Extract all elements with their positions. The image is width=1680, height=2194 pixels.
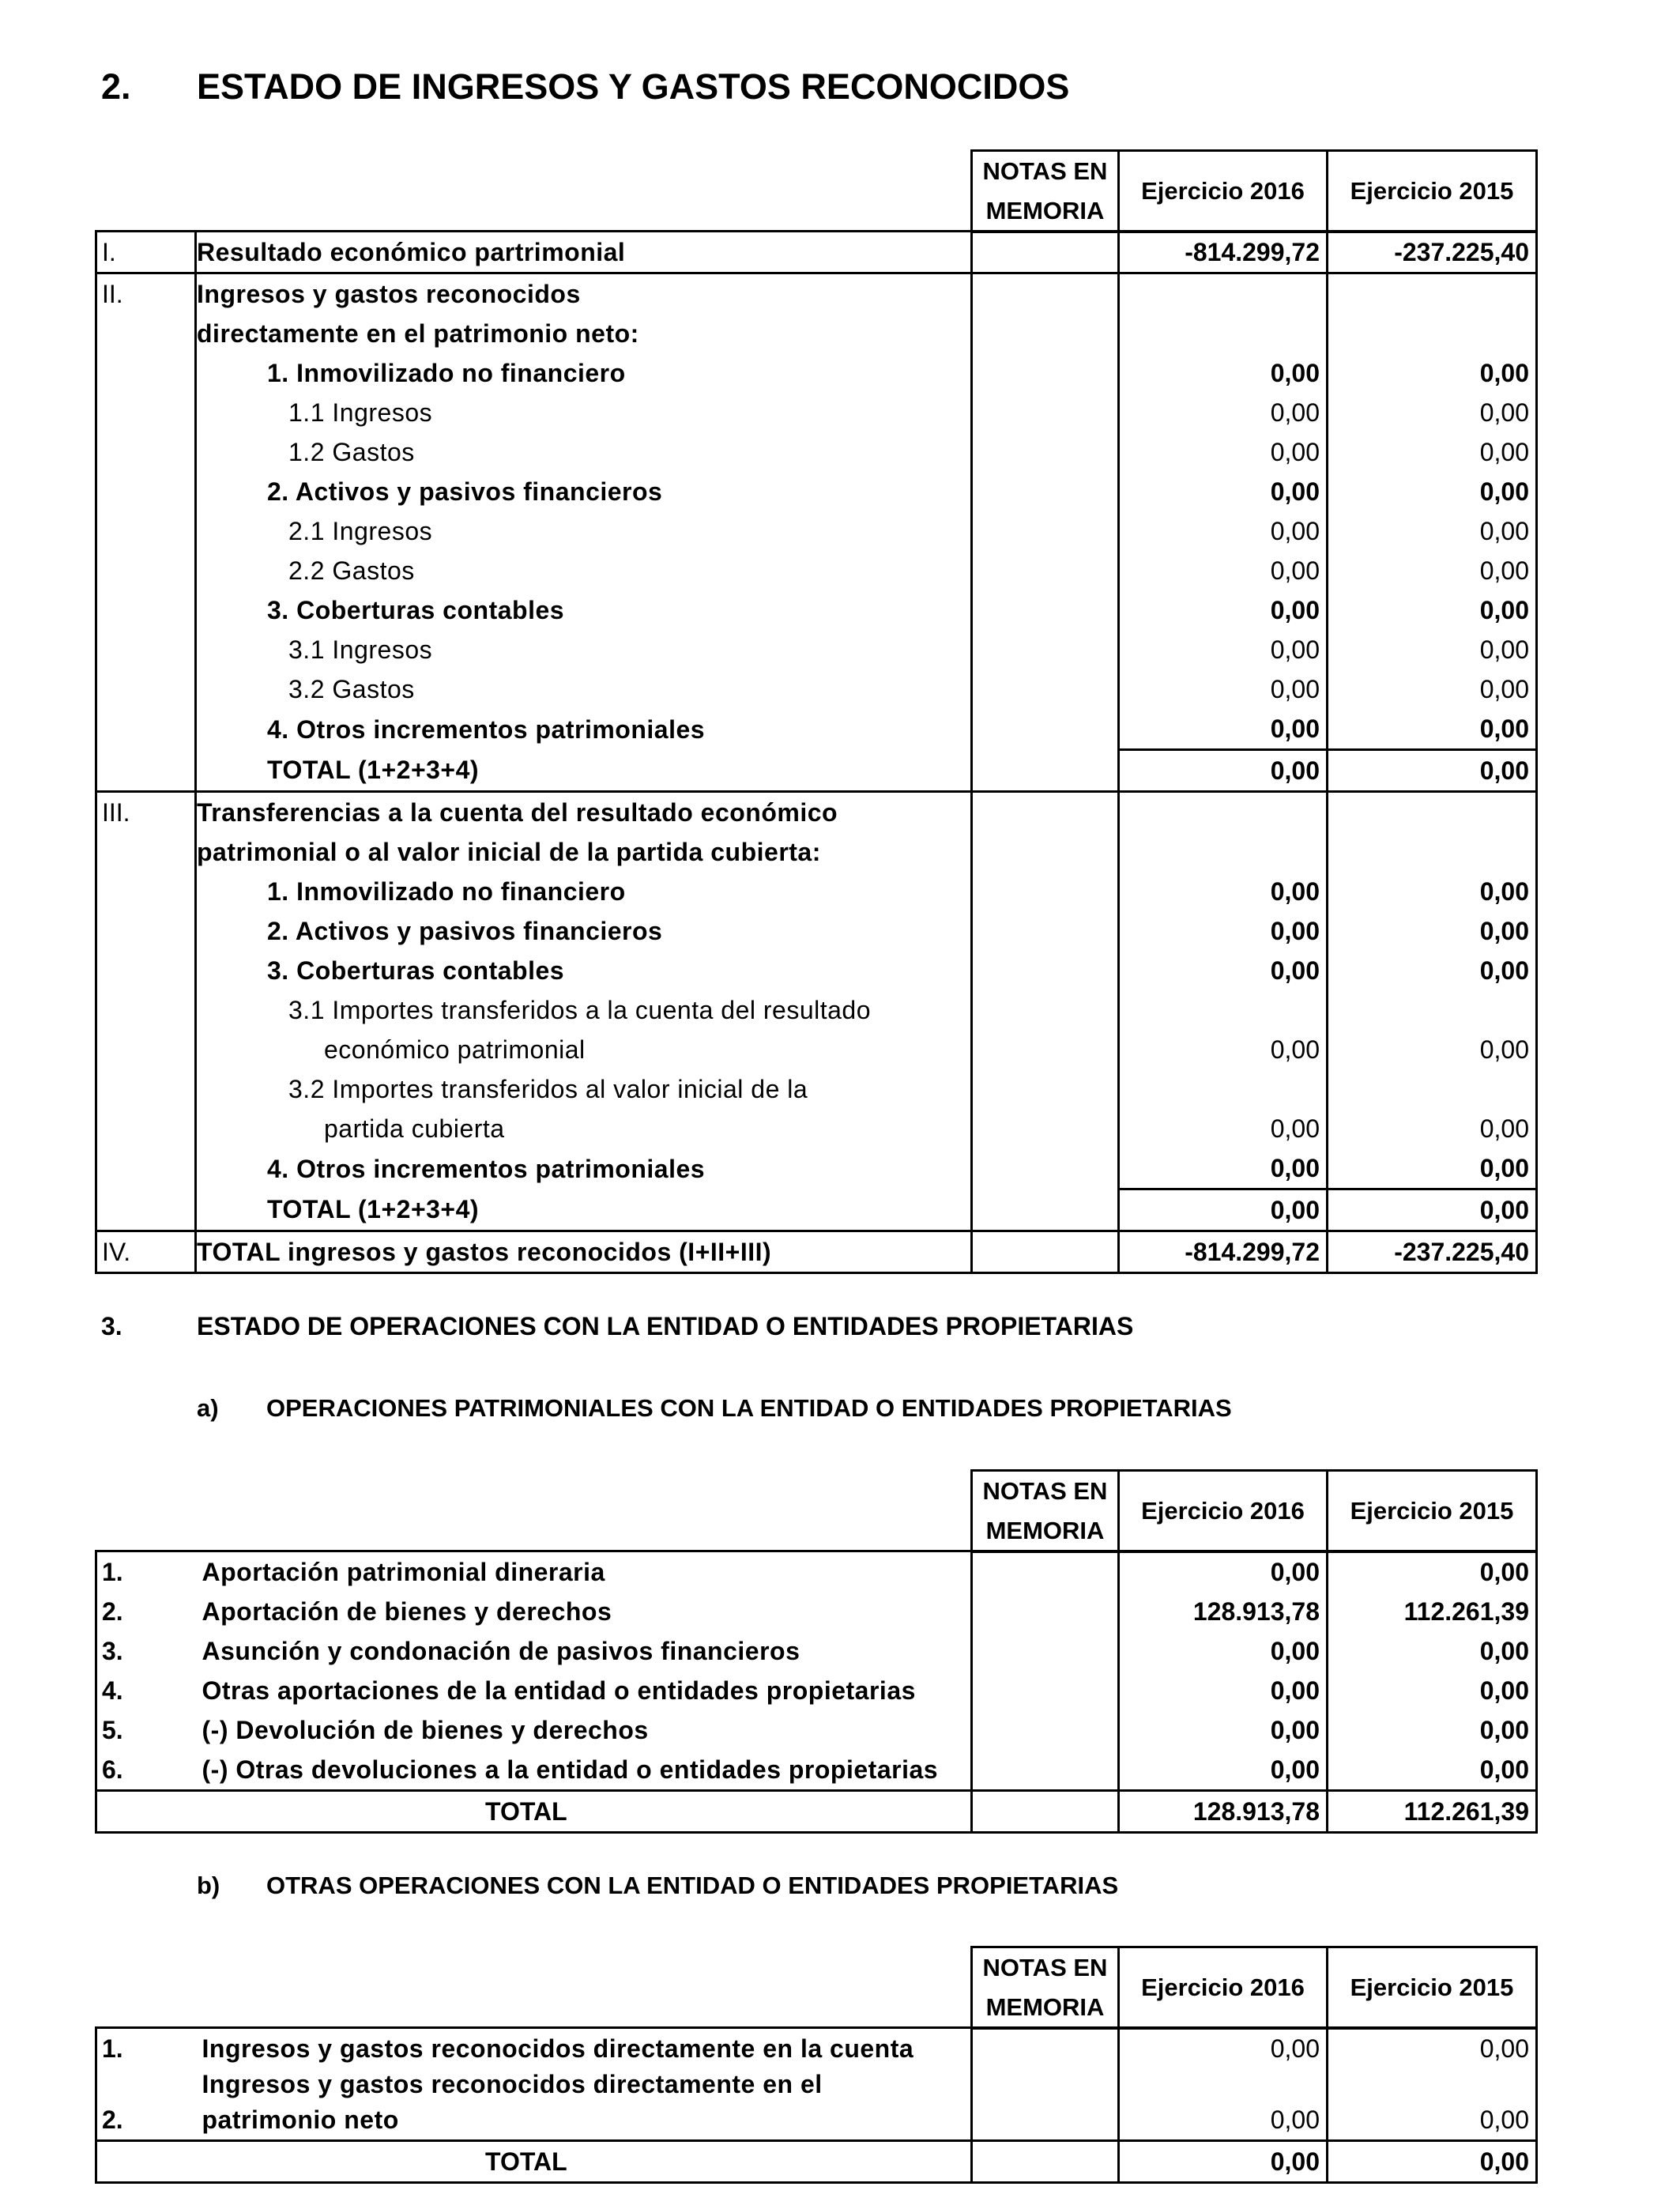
- table-row: [96, 590, 1537, 630]
- value-2015: 0,00: [1328, 630, 1537, 669]
- value-2015: 0,00: [1328, 750, 1537, 792]
- total-2015: 112.261,39: [1328, 1791, 1537, 1833]
- row-description: 3.2 Importes transferidos al valor inicial de la: [288, 1075, 808, 1103]
- value-2016: 0,00: [1119, 1189, 1328, 1231]
- row-description: 3.1 Importes transferidos a la cuenta del resultado: [288, 996, 872, 1024]
- row-number: [96, 832, 196, 872]
- notas-cell: [972, 472, 1119, 511]
- notas-cell: [972, 2028, 1119, 2069]
- table-row: [96, 511, 1537, 551]
- row-number: [96, 1069, 196, 1109]
- row-description-line1: Ingresos y gastos reconocidos directamente en el: [196, 2068, 972, 2100]
- row-number: [96, 1148, 196, 1189]
- section-3-number: 3.: [101, 1312, 122, 1340]
- value-2016: 0,00: [1119, 911, 1328, 951]
- value-2015: [1328, 832, 1537, 872]
- value-2015: 0,00: [1328, 590, 1537, 630]
- row-description: 2.2 Gastos: [288, 556, 415, 585]
- row-number: 2.: [96, 1592, 196, 1631]
- value-2016: [1119, 314, 1328, 353]
- value-2016: 0,00: [1119, 1551, 1328, 1593]
- total-label: TOTAL: [96, 2141, 972, 2183]
- row-description: 4. Otros incrementos patrimoniales: [267, 714, 706, 744]
- row-number: I.: [96, 232, 196, 273]
- value-2015: [1328, 1069, 1537, 1109]
- table-row: [96, 1551, 1537, 1593]
- row-description: patrimonio neto: [196, 2100, 972, 2141]
- row-description: TOTAL ingresos y gastos reconocidos (I+II+III): [196, 1231, 972, 1273]
- value-2016: 0,00: [1119, 1671, 1328, 1710]
- ejercicio-2015-header: Ejercicio 2015: [1328, 1947, 1537, 2029]
- value-2015: [1328, 990, 1537, 1030]
- table-row: [96, 1030, 1537, 1069]
- row-description: directamente en el patrimonio neto:: [197, 319, 639, 348]
- value-2016: 0,00: [1119, 1750, 1328, 1791]
- table-row: [96, 472, 1537, 511]
- row-description: 2.1 Ingresos: [288, 517, 433, 545]
- value-2016: 0,00: [1119, 951, 1328, 990]
- row-number: [96, 1109, 196, 1148]
- value-2016: 0,00: [1119, 432, 1328, 472]
- row-number: [96, 750, 196, 792]
- row-description: 3.1 Ingresos: [288, 635, 433, 664]
- table-row: [96, 353, 1537, 393]
- value-2015-spacer: [1328, 2068, 1537, 2100]
- ejercicio-2015-header: Ejercicio 2015: [1328, 151, 1537, 232]
- value-2016: [1119, 990, 1328, 1030]
- value-2016: 0,00: [1119, 590, 1328, 630]
- row-number: III.: [96, 792, 196, 833]
- value-2015: 0,00: [1328, 911, 1537, 951]
- row-number: [96, 590, 196, 630]
- row-description: Asunción y condonación de pasivos financieros: [196, 1631, 972, 1671]
- table-row: [96, 393, 1537, 432]
- notas-cell: [972, 2068, 1119, 2100]
- value-2015: 0,00: [1328, 1030, 1537, 1069]
- row-description: 3. Coberturas contables: [267, 956, 565, 985]
- ejercicio-2016-header: Ejercicio 2016: [1119, 151, 1328, 232]
- value-2015: 0,00: [1328, 1710, 1537, 1750]
- table-row: [96, 1592, 1537, 1631]
- table-row: [96, 990, 1537, 1030]
- notas-cell: [972, 1631, 1119, 1671]
- value-2015: 0,00: [1328, 951, 1537, 990]
- table-row: [96, 232, 1537, 273]
- notas-memoria-header: NOTAS EN MEMORIA: [972, 151, 1119, 232]
- value-2016: 0,00: [1119, 551, 1328, 590]
- table-row: [96, 630, 1537, 669]
- value-2016: 0,00: [1119, 511, 1328, 551]
- row-description: Aportación de bienes y derechos: [196, 1592, 972, 1631]
- notas-cell: [972, 709, 1119, 750]
- row-number: [96, 709, 196, 750]
- table-row: [96, 1750, 1537, 1791]
- notas-cell: [972, 232, 1119, 273]
- table-row: [96, 872, 1537, 911]
- table-row: [96, 750, 1537, 792]
- notas-cell: [972, 750, 1119, 792]
- row-description: patrimonial o al valor inicial de la partida cubierta:: [197, 838, 821, 866]
- value-2016: 0,00: [1119, 750, 1328, 792]
- row-description: 3. Coberturas contables: [267, 596, 565, 624]
- row-number: [96, 472, 196, 511]
- notas-cell: [972, 1148, 1119, 1189]
- row-description: 2. Activos y pasivos financieros: [267, 917, 663, 945]
- notas-memoria-header: NOTAS EN MEMORIA: [972, 1947, 1119, 2029]
- notas-cell: [972, 1710, 1119, 1750]
- notas-cell: [972, 1551, 1119, 1593]
- value-2015: 0,00: [1328, 511, 1537, 551]
- row-number: [96, 393, 196, 432]
- value-2015: 0,00: [1328, 669, 1537, 709]
- row-description: 1. Inmovilizado no financiero: [267, 359, 626, 387]
- table-row: [96, 1148, 1537, 1189]
- row-description: Resultado económico partrimonial: [196, 232, 972, 273]
- value-2015: [1328, 314, 1537, 353]
- ejercicio-2016-header: Ejercicio 2016: [1119, 1947, 1328, 2029]
- value-2015: 0,00: [1328, 709, 1537, 750]
- value-2016: 0,00: [1119, 709, 1328, 750]
- value-2016: [1119, 832, 1328, 872]
- row-number: II.: [96, 273, 196, 315]
- value-2015: [1328, 273, 1537, 315]
- row-description: Aportación patrimonial dineraria: [196, 1551, 972, 1593]
- value-2015: 0,00: [1328, 393, 1537, 432]
- row-number: 2.: [96, 2100, 196, 2141]
- notas-cell: [972, 630, 1119, 669]
- value-2016: 0,00: [1119, 1631, 1328, 1671]
- value-2016: -814.299,72: [1119, 1231, 1328, 1273]
- value-2015: 0,00: [1328, 353, 1537, 393]
- value-2015: 0,00: [1328, 2100, 1537, 2141]
- table-row: [96, 669, 1537, 709]
- notas-cell: [972, 273, 1119, 315]
- value-2016: 0,00: [1119, 669, 1328, 709]
- row-number: [96, 630, 196, 669]
- row-number: [96, 1189, 196, 1231]
- table-row: [96, 709, 1537, 750]
- notas-cell: [972, 551, 1119, 590]
- notas-cell: [972, 1069, 1119, 1109]
- row-number: 6.: [96, 1750, 196, 1791]
- table-row: [96, 2068, 1537, 2100]
- row-number: [96, 872, 196, 911]
- value-2015: 112.261,39: [1328, 1592, 1537, 1631]
- value-2016: 128.913,78: [1119, 1592, 1328, 1631]
- ejercicio-2015-header: Ejercicio 2015: [1328, 1471, 1537, 1552]
- notas-cell: [972, 1592, 1119, 1631]
- notas-cell: [972, 1109, 1119, 1148]
- value-2016: 0,00: [1119, 393, 1328, 432]
- row-number: [96, 551, 196, 590]
- notas-cell: [972, 1231, 1119, 1273]
- table-row: [96, 1231, 1537, 1273]
- row-number: [96, 990, 196, 1030]
- row-description: económico patrimonial: [324, 1035, 586, 1064]
- row-number: [96, 911, 196, 951]
- table-row: [96, 951, 1537, 990]
- section-2-number: 2.: [101, 66, 131, 107]
- value-2015: -237.225,40: [1328, 232, 1537, 273]
- row-number: [96, 432, 196, 472]
- row-number: 5.: [96, 1710, 196, 1750]
- value-2015: -237.225,40: [1328, 1231, 1537, 1273]
- table-row: [96, 1069, 1537, 1109]
- table-row: [96, 2100, 1537, 2141]
- row-number: [96, 353, 196, 393]
- notas-cell: [972, 911, 1119, 951]
- value-2015: [1328, 792, 1537, 833]
- table-row: [96, 911, 1537, 951]
- row-number: 3.: [96, 1631, 196, 1671]
- table-row: [96, 2028, 1537, 2069]
- total-label: TOTAL: [96, 1791, 972, 1833]
- row-description: Ingresos y gastos reconocidos: [196, 273, 972, 315]
- notas-cell: [972, 792, 1119, 833]
- value-2016: 0,00: [1119, 630, 1328, 669]
- value-2016: 0,00: [1119, 872, 1328, 911]
- notas-cell: [972, 2100, 1119, 2141]
- section-3a-header: [970, 1469, 1538, 1553]
- row-description: 4. Otros incrementos patrimoniales: [267, 1154, 706, 1183]
- value-2016: 0,00: [1119, 2028, 1328, 2069]
- row-description: Ingresos y gastos reconocidos directamente en la cuenta: [196, 2028, 972, 2069]
- row-description: 1. Inmovilizado no financiero: [267, 877, 626, 906]
- row-description: 3.2 Gastos: [288, 675, 415, 703]
- row-number: [96, 1030, 196, 1069]
- value-2016: 0,00: [1119, 2100, 1328, 2141]
- row-description: (-) Otras devoluciones a la entidad o entidades propietarias: [196, 1750, 972, 1791]
- notas-cell: [972, 314, 1119, 353]
- notas-cell: [972, 1671, 1119, 1710]
- notas-cell: [972, 1189, 1119, 1231]
- notas-cell: [972, 872, 1119, 911]
- row-description: 1.2 Gastos: [288, 438, 415, 466]
- row-description: TOTAL (1+2+3+4): [196, 1189, 972, 1231]
- section-2-table: [95, 230, 1538, 1274]
- notas-cell: [972, 951, 1119, 990]
- row-number: [96, 669, 196, 709]
- table-row: [96, 432, 1537, 472]
- value-2015: 0,00: [1328, 551, 1537, 590]
- notas-cell: [972, 832, 1119, 872]
- section-2-header: [970, 149, 1538, 233]
- value-2016: -814.299,72: [1119, 232, 1328, 273]
- value-2015: 0,00: [1328, 1551, 1537, 1593]
- row-description: TOTAL (1+2+3+4): [196, 750, 972, 792]
- row-number-spacer: [96, 2068, 196, 2100]
- notas-cell: [972, 669, 1119, 709]
- value-2015: 0,00: [1328, 1671, 1537, 1710]
- table-row: [96, 832, 1537, 872]
- notas-cell: [972, 393, 1119, 432]
- table-row: [96, 1710, 1537, 1750]
- row-description: 2. Activos y pasivos financieros: [267, 477, 663, 506]
- row-number: 1.: [96, 1551, 196, 1593]
- notas-cell: [972, 511, 1119, 551]
- notas-cell: [972, 1030, 1119, 1069]
- section-3a-table: [95, 1550, 1538, 1834]
- value-2016: 0,00: [1119, 1030, 1328, 1069]
- value-2016: 0,00: [1119, 1109, 1328, 1148]
- table-row: [96, 1109, 1537, 1148]
- notas-cell: [972, 432, 1119, 472]
- section-3b-table: [95, 2026, 1538, 2184]
- table-row: [96, 1671, 1537, 1710]
- value-2016: 0,00: [1119, 1710, 1328, 1750]
- value-2016-spacer: [1119, 2068, 1328, 2100]
- row-description: partida cubierta: [324, 1114, 505, 1143]
- total-2015: 0,00: [1328, 2141, 1537, 2183]
- value-2015: 0,00: [1328, 2028, 1537, 2069]
- value-2016: 0,00: [1119, 353, 1328, 393]
- notas-cell: [972, 353, 1119, 393]
- value-2016: [1119, 792, 1328, 833]
- notas-cell: [972, 1750, 1119, 1791]
- table-row: [96, 1189, 1537, 1231]
- row-description: Otras aportaciones de la entidad o entidades propietarias: [196, 1671, 972, 1710]
- ejercicio-2016-header: Ejercicio 2016: [1119, 1471, 1328, 1552]
- table-row: [96, 551, 1537, 590]
- notas-cell: [972, 2141, 1119, 2183]
- total-row: [96, 2141, 1537, 2183]
- row-number: 1.: [96, 2028, 196, 2069]
- value-2015: 0,00: [1328, 1189, 1537, 1231]
- row-number: [96, 314, 196, 353]
- notas-memoria-header: NOTAS EN MEMORIA: [972, 1471, 1119, 1552]
- section-3a-title: OPERACIONES PATRIMONIALES CON LA ENTIDAD O ENTIDADES PROPIETARIAS: [266, 1394, 1232, 1422]
- section-3-title: ESTADO DE OPERACIONES CON LA ENTIDAD O ENTIDADES PROPIETARIAS: [197, 1312, 1134, 1340]
- value-2016: 0,00: [1119, 1148, 1328, 1189]
- section-3b-header: [970, 1946, 1538, 2030]
- value-2015: 0,00: [1328, 1148, 1537, 1189]
- value-2015: 0,00: [1328, 1631, 1537, 1671]
- section-2-title: ESTADO DE INGRESOS Y GASTOS RECONOCIDOS: [197, 66, 1070, 107]
- row-number: IV.: [96, 1231, 196, 1273]
- total-row: [96, 1791, 1537, 1833]
- value-2015: 0,00: [1328, 432, 1537, 472]
- row-description: (-) Devolución de bienes y derechos: [196, 1710, 972, 1750]
- value-2016: [1119, 273, 1328, 315]
- table-row: [96, 314, 1537, 353]
- table-row: [96, 792, 1537, 833]
- notas-cell: [972, 1791, 1119, 1833]
- notas-cell: [972, 990, 1119, 1030]
- row-description: Transferencias a la cuenta del resultado económico: [196, 792, 972, 833]
- row-number: [96, 511, 196, 551]
- table-row: [96, 1631, 1537, 1671]
- value-2015: 0,00: [1328, 472, 1537, 511]
- total-2016: 128.913,78: [1119, 1791, 1328, 1833]
- row-description: 1.1 Ingresos: [288, 398, 433, 427]
- value-2016: 0,00: [1119, 472, 1328, 511]
- section-3b-letter: b): [197, 1872, 220, 1899]
- notas-cell: [972, 590, 1119, 630]
- total-2016: 0,00: [1119, 2141, 1328, 2183]
- value-2015: 0,00: [1328, 1109, 1537, 1148]
- table-row: [96, 273, 1537, 315]
- section-3a-letter: a): [197, 1394, 219, 1422]
- row-number: [96, 951, 196, 990]
- value-2016: [1119, 1069, 1328, 1109]
- value-2015: 0,00: [1328, 872, 1537, 911]
- value-2015: 0,00: [1328, 1750, 1537, 1791]
- section-3b-title: OTRAS OPERACIONES CON LA ENTIDAD O ENTIDADES PROPIETARIAS: [266, 1872, 1119, 1899]
- row-number: 4.: [96, 1671, 196, 1710]
